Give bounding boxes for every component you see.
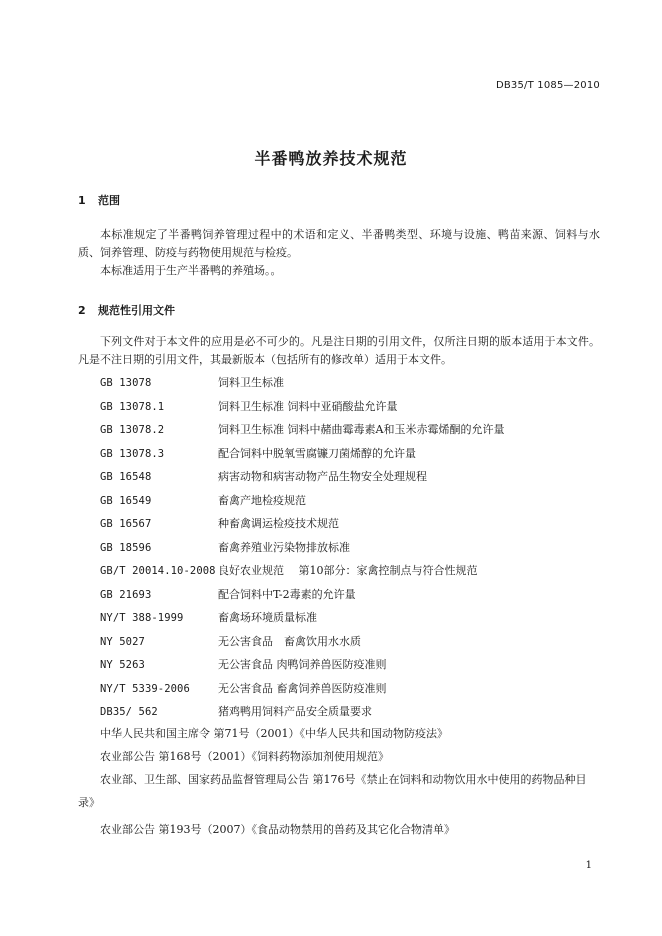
- reference-name: 病害动物和病害动物产品生物安全处理规程: [218, 470, 427, 483]
- reference-row: [100, 492, 600, 516]
- reference-row: [100, 421, 600, 445]
- section-2-number: 2: [78, 304, 86, 317]
- reference-code: NY 5027: [100, 635, 145, 648]
- reference-name: 配合饲料中脱氧雪腐镰刀菌烯醇的允许量: [218, 446, 416, 460]
- reference-code: GB 16567: [100, 518, 152, 530]
- reference-name: 无公害食品 肉鸭饲养兽医防疫准则: [218, 658, 387, 671]
- reference-name: 畜禽产地检疫规范: [218, 493, 306, 507]
- reference-name: 饲料卫生标准 饲料中赭曲霉毒素A和玉米赤霉烯酮的允许量: [218, 423, 505, 436]
- section-2-title: 规范性引用文件: [98, 304, 175, 317]
- reference-row: [100, 539, 600, 563]
- reference-name: 良好农业规范 第10部分：家禽控制点与符合性规范: [218, 564, 478, 577]
- reference-name: 饲料卫生标准: [218, 376, 284, 389]
- scope-paragraph-2: 本标准适用于生产半番鸭的养殖场。。: [100, 264, 282, 277]
- standard-code: DB35/T 1085—2010: [495, 80, 600, 91]
- reference-row: [100, 680, 600, 704]
- reference-name: 饲料卫生标准 饲料中亚硝酸盐允许量: [218, 399, 398, 413]
- reference-code: NY 5263: [100, 659, 145, 671]
- reference-code: NY/T 388-1999: [100, 612, 184, 624]
- reference-name: 猪鸡鸭用饲料产品安全质量要求: [218, 705, 372, 718]
- reference-name: 无公害食品 畜禽饮用水水质: [218, 634, 361, 648]
- reference-code: DB35/ 562: [100, 706, 158, 718]
- reference-row: [100, 445, 600, 469]
- reference-code: NY/T 5339-2006: [100, 682, 190, 695]
- other-reference-1: 中华人民共和国主席令 第71号（2001）《中华人民共和国动物防疫法》: [100, 727, 448, 740]
- reference-code: GB 13078.3: [100, 447, 165, 460]
- other-reference-4: 农业部公告 第193号（2007）《食品动物禁用的兽药及其它化合物清单》: [100, 823, 455, 836]
- references-intro: 下列文件对于本文件的应用是必不可少的。凡是注日期的引用文件，仅所注日期的版本适用于本文件。凡是不注日期的引用文件，其最新版本（包括所有的修改单）适用于本文件。: [78, 335, 600, 366]
- reference-code: GB 18596: [100, 541, 152, 554]
- document-title: 半番鸭放养技术规范: [254, 149, 408, 168]
- reference-code: GB 13078.1: [100, 400, 165, 413]
- scope-paragraph-1: 本标准规定了半番鸭饲养管理过程中的术语和定义、半番鸭类型、环境与设施、鸭苗来源、饲料与水质、饲养管理、防疫与药物使用规范与检疫。: [78, 228, 600, 259]
- reference-code: GB 13078.2: [100, 424, 165, 436]
- reference-row: [100, 633, 600, 657]
- section-1-title: 范围: [98, 194, 120, 207]
- other-reference-3: 农业部、卫生部、国家药品监督管理局公告 第176号《禁止在饲料和动物饮用水中使用的药物品种目录》: [78, 773, 587, 809]
- reference-name: 种畜禽调运检疫技术规范: [218, 517, 339, 530]
- reference-row: [100, 656, 600, 680]
- reference-name: 配合饲料中T-2毒素的允许量: [218, 587, 356, 601]
- reference-row: [100, 398, 600, 422]
- reference-name: 畜禽场环境质量标准: [218, 611, 317, 624]
- reference-name: 畜禽养殖业污染物排放标准: [218, 540, 350, 554]
- reference-row: [100, 562, 600, 586]
- section-1-number: 1: [78, 194, 86, 207]
- reference-code: GB 21693: [100, 588, 152, 601]
- other-reference-2: 农业部公告 第168号（2001）《饲料药物添加剂使用规范》: [100, 750, 389, 763]
- section-1-heading: [78, 192, 120, 208]
- reference-name: 无公害食品 畜禽饲养兽医防疫准则: [218, 681, 387, 695]
- section-2-heading: [78, 302, 175, 318]
- reference-row: [100, 468, 600, 492]
- reference-row: [100, 609, 600, 633]
- reference-code: GB 13078: [100, 377, 152, 389]
- reference-list: [100, 374, 600, 727]
- reference-row: [100, 374, 600, 398]
- reference-code: GB 16549: [100, 494, 152, 507]
- reference-row: [100, 515, 600, 539]
- reference-code: GB 16548: [100, 471, 152, 483]
- page-number: 1: [585, 860, 592, 871]
- reference-row: [100, 586, 600, 610]
- reference-code: GB/T 20014.10-2008: [100, 565, 216, 577]
